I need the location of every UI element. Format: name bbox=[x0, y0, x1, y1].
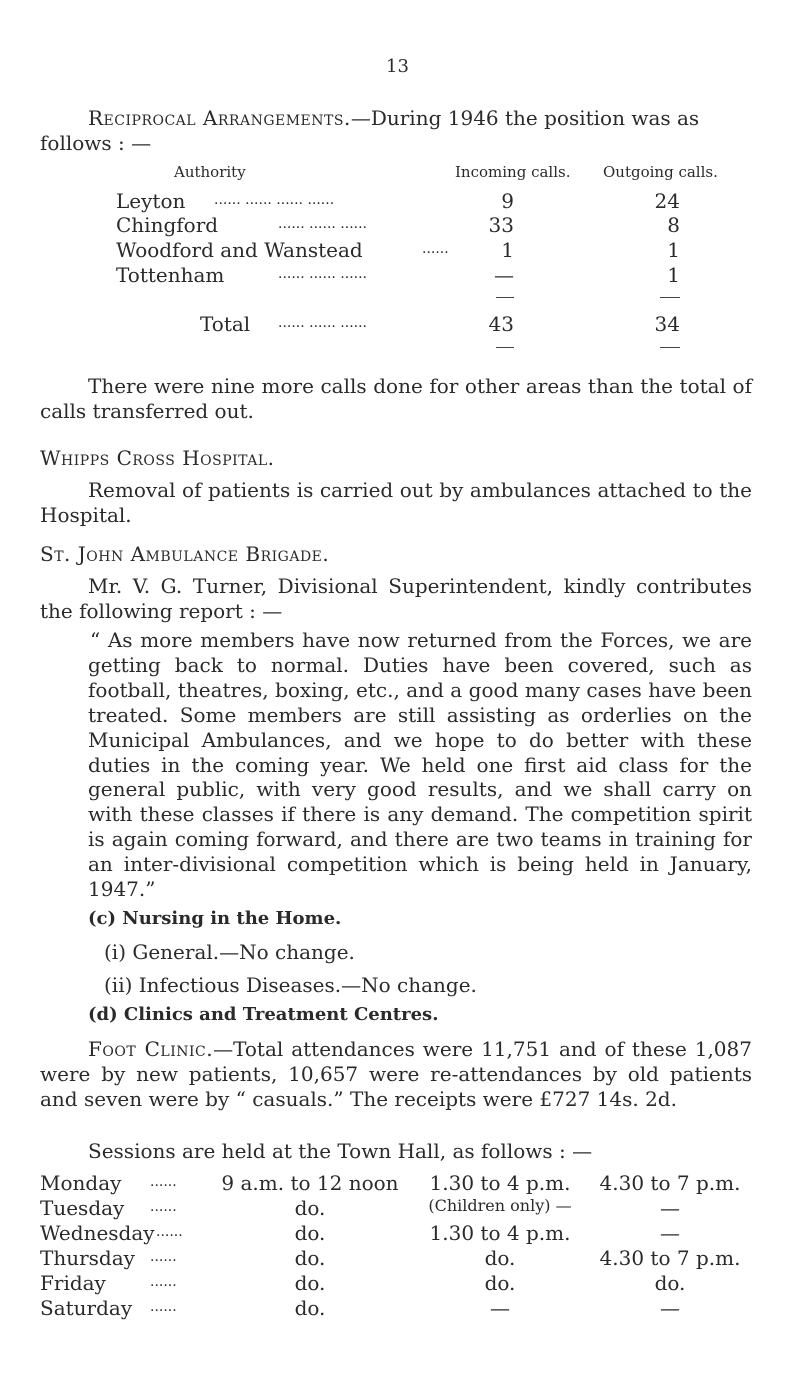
nursing-heading: (c) Nursing in the Home. bbox=[88, 908, 342, 929]
whipps-heading: Whipps Cross Hospital. bbox=[40, 446, 275, 470]
session-day: Monday bbox=[40, 1171, 122, 1195]
total-dots: ...... ...... ...... bbox=[278, 315, 368, 331]
total-rule bbox=[660, 347, 680, 348]
total-outgoing: 34 bbox=[654, 312, 680, 336]
session-morning: do. bbox=[294, 1196, 326, 1220]
sessions-intro: Sessions are held at the Town Hall, as follows : — bbox=[88, 1139, 593, 1163]
session-afternoon: do. bbox=[484, 1271, 516, 1295]
row-incoming: 1 bbox=[501, 238, 514, 262]
session-day: Thursday bbox=[40, 1246, 135, 1270]
reciprocal-intro-line2: follows : — bbox=[40, 131, 152, 155]
row-incoming: 33 bbox=[488, 213, 514, 237]
session-dots: ...... bbox=[150, 1299, 177, 1315]
row-authority: Chingford bbox=[116, 213, 219, 237]
row-authority: Tottenham bbox=[116, 263, 225, 287]
session-morning: do. bbox=[294, 1246, 326, 1270]
session-morning: do. bbox=[294, 1221, 326, 1245]
row-dots: ...... bbox=[422, 241, 449, 257]
session-evening: — bbox=[660, 1221, 680, 1245]
subtotal-rule bbox=[496, 297, 514, 298]
session-afternoon: 1.30 to 4 p.m. bbox=[429, 1171, 571, 1195]
session-evening: 4.30 to 7 p.m. bbox=[599, 1171, 741, 1195]
total-rule bbox=[496, 347, 514, 348]
session-afternoon: — bbox=[490, 1296, 510, 1320]
nursing-item: (ii) Infectious Diseases.—No change. bbox=[104, 973, 477, 997]
session-day: Wednesday bbox=[40, 1221, 155, 1245]
row-authority: Woodford and Wanstead bbox=[116, 238, 363, 262]
row-dots: ...... ...... ...... ...... bbox=[214, 192, 335, 208]
session-dots: ...... bbox=[150, 1199, 177, 1215]
session-evening: — bbox=[660, 1296, 680, 1320]
reciprocal-note: There were nine more calls done for other areas than the total of calls transferred out. bbox=[40, 374, 752, 423]
subtotal-rule bbox=[660, 297, 680, 298]
row-dots: ...... ...... ...... bbox=[278, 216, 368, 232]
session-evening: do. bbox=[654, 1271, 686, 1295]
clinics-heading: (d) Clinics and Treatment Centres. bbox=[88, 1004, 439, 1025]
total-incoming: 43 bbox=[488, 312, 514, 336]
reciprocal-intro-line1 bbox=[88, 106, 699, 130]
column-authority: Authority bbox=[174, 163, 246, 181]
session-evening: — bbox=[660, 1196, 680, 1220]
foot-clinic-heading: Foot Clinic. bbox=[88, 1037, 214, 1061]
column-incoming: Incoming calls. bbox=[455, 163, 571, 181]
session-dots: ...... bbox=[150, 1274, 177, 1290]
nursing-item: (i) General.—No change. bbox=[104, 940, 355, 964]
session-morning: do. bbox=[294, 1296, 326, 1320]
column-outgoing: Outgoing calls. bbox=[603, 163, 718, 181]
session-evening: 4.30 to 7 p.m. bbox=[599, 1246, 741, 1270]
row-dots: ...... ...... ...... bbox=[278, 266, 368, 282]
session-day: Tuesday bbox=[40, 1196, 125, 1220]
session-afternoon: 1.30 to 4 p.m. bbox=[429, 1221, 571, 1245]
session-dots: ...... bbox=[150, 1249, 177, 1265]
session-afternoon: do. bbox=[484, 1246, 516, 1270]
row-outgoing: 8 bbox=[667, 213, 680, 237]
session-dots: ...... bbox=[156, 1224, 183, 1240]
row-outgoing: 24 bbox=[654, 189, 680, 213]
row-outgoing: 1 bbox=[667, 238, 680, 262]
session-dots: ...... bbox=[150, 1174, 177, 1190]
row-outgoing: 1 bbox=[667, 263, 680, 287]
foot-clinic-paragraph bbox=[40, 1037, 752, 1112]
row-incoming: 9 bbox=[501, 189, 514, 213]
row-incoming: — bbox=[494, 263, 514, 287]
reciprocal-intro-rest: —During 1946 the position was as bbox=[350, 106, 700, 130]
session-day: Friday bbox=[40, 1271, 106, 1295]
reciprocal-heading: Reciprocal Arrangements. bbox=[88, 106, 351, 130]
page-number: 13 bbox=[386, 56, 409, 77]
session-afternoon: (Children only) — bbox=[428, 1196, 572, 1215]
total-label: Total bbox=[200, 312, 251, 336]
whipps-text: Removal of patients is carried out by ambulances attached to the Hospital. bbox=[40, 478, 752, 527]
st-john-heading: St. John Ambulance Brigade. bbox=[40, 542, 330, 566]
st-john-intro: Mr. V. G. Turner, Divisional Superintendent, kindly contributes the following report : — bbox=[40, 574, 752, 623]
st-john-quote: “ As more members have now returned from the Forces, we are getting back to normal. Duties have been covered, such as football, theatres, boxing, etc., and a good many cases have been treated. Some members are still assisting as orderlies on the Municipal Ambulances, and we hope to do better with these duties in the coming year. We held one first aid class for the general public, with very good results, and we shall carry on with these classes if there is any demand. The competition spirit is again coming forward, and there are two teams in training for an inter-divisional competition which is being held in January, 1947.” bbox=[88, 628, 752, 902]
session-morning: do. bbox=[294, 1271, 326, 1295]
session-day: Saturday bbox=[40, 1296, 133, 1320]
foot-clinic-text: —Total attendances were 11,751 and of these 1,087 were by new patients, 10,657 were re-attendances by old patients and seven were by “ casuals.” The receipts were £727 14s. 2d. bbox=[40, 1037, 752, 1111]
row-authority: Leyton bbox=[116, 189, 186, 213]
session-morning: 9 a.m. to 12 noon bbox=[221, 1171, 399, 1195]
